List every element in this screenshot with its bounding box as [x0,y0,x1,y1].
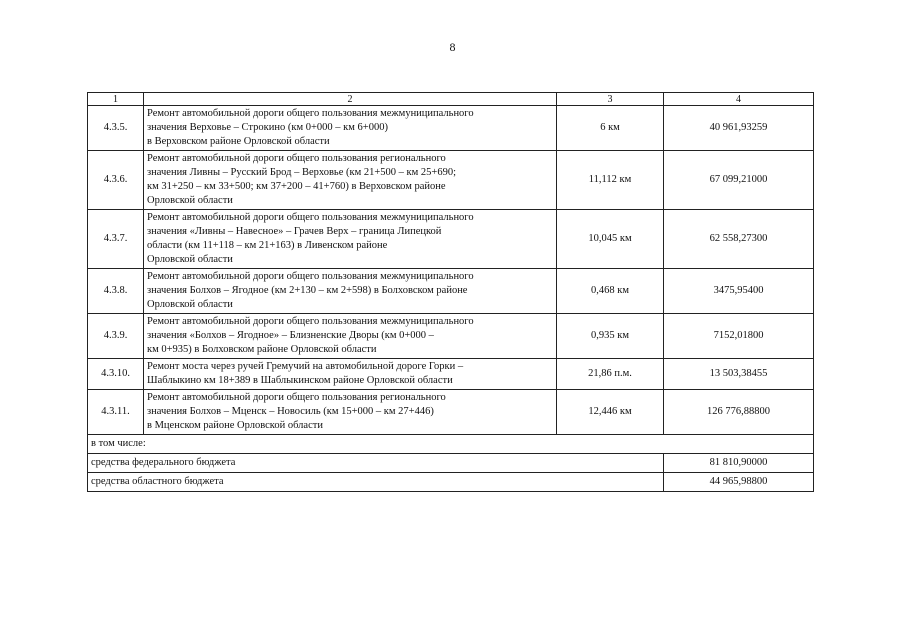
item-number: 4.3.6. [88,151,144,210]
table-row [88,210,814,269]
column-header-2: 2 [144,93,557,106]
description-line: значения Болхов – Ягодное (км 2+130 – км 2+598) в Болховском районе [147,285,468,296]
description-line: Орловской области [147,299,233,310]
item-length: 21,86 п.м. [557,359,664,390]
table-row [88,390,814,435]
description-line: км 0+935) в Болховском районе Орловской области [147,344,377,355]
item-length: 6 км [557,106,664,151]
item-amount: 126 776,88800 [664,390,814,435]
regional-budget-amount: 44 965,98800 [664,473,814,492]
item-number: 4.3.11. [88,390,144,435]
description-line: Ремонт автомобильной дороги общего пользования межмуниципального [147,271,474,282]
federal-budget-label: средства федерального бюджета [88,454,664,473]
item-number: 4.3.7. [88,210,144,269]
column-header-1: 1 [88,93,144,106]
description-line: значения «Болхов – Ягодное» – Близненские Дворы (км 0+000 – [147,330,434,341]
regional-budget-label: средства областного бюджета [88,473,664,492]
table-row [88,314,814,359]
item-description [144,106,557,151]
item-length: 12,446 км [557,390,664,435]
description-line: в Верховском районе Орловской области [147,136,330,147]
table-header-row [88,93,814,106]
description-line: значения Верховье – Строкино (км 0+000 – км 6+000) [147,122,388,133]
item-description [144,390,557,435]
description-line: Ремонт моста через ручей Гремучий на автомобильной дороге Горки – [147,361,464,372]
description-line: значения «Ливны – Навесное» – Грачев Верх – граница Липецкой [147,226,442,237]
item-amount: 40 961,93259 [664,106,814,151]
federal-budget-row [88,454,814,473]
item-amount: 67 099,21000 [664,151,814,210]
column-header-3: 3 [557,93,664,106]
description-line: Орловской области [147,195,233,206]
description-line: Ремонт автомобильной дороги общего пользования межмуниципального [147,108,474,119]
table-row [88,151,814,210]
item-length: 0,468 км [557,269,664,314]
federal-budget-amount: 81 810,90000 [664,454,814,473]
item-number: 4.3.10. [88,359,144,390]
item-length: 0,935 км [557,314,664,359]
description-line: значения Болхов – Мценск – Новосиль (км 15+000 – км 27+446) [147,406,434,417]
description-line: области (км 11+118 – км 21+163) в Ливенском районе [147,240,388,251]
description-line: в Мценском районе Орловской области [147,420,323,431]
item-description [144,210,557,269]
budget-table [87,92,814,492]
description-line: Ремонт автомобильной дороги общего пользования регионального [147,392,446,403]
item-number: 4.3.5. [88,106,144,151]
description-line: Орловской области [147,254,233,265]
item-length: 11,112 км [557,151,664,210]
item-description [144,269,557,314]
item-description [144,314,557,359]
item-amount: 13 503,38455 [664,359,814,390]
item-description [144,359,557,390]
description-line: Шаблыкино км 18+389 в Шаблыкинском районе Орловской области [147,375,453,386]
page-number: 8 [449,40,456,54]
table-row [88,359,814,390]
table-row [88,106,814,151]
column-header-4: 4 [664,93,814,106]
item-amount: 7152,01800 [664,314,814,359]
description-line: значения Ливны – Русский Брод – Верховье (км 21+500 – км 25+690; [147,167,457,178]
item-length: 10,045 км [557,210,664,269]
description-line: км 31+250 – км 33+500; км 37+200 – 41+760) в Верховском районе [147,181,446,192]
table-row [88,269,814,314]
description-line: Ремонт автомобильной дороги общего пользования межмуниципального [147,212,474,223]
regional-budget-row [88,473,814,492]
item-number: 4.3.8. [88,269,144,314]
item-amount: 3475,95400 [664,269,814,314]
including-row [88,435,814,454]
item-description [144,151,557,210]
item-number: 4.3.9. [88,314,144,359]
item-amount: 62 558,27300 [664,210,814,269]
description-line: Ремонт автомобильной дороги общего пользования межмуниципального [147,316,474,327]
description-line: Ремонт автомобильной дороги общего пользования регионального [147,153,446,164]
including-label: в том числе: [88,435,814,454]
